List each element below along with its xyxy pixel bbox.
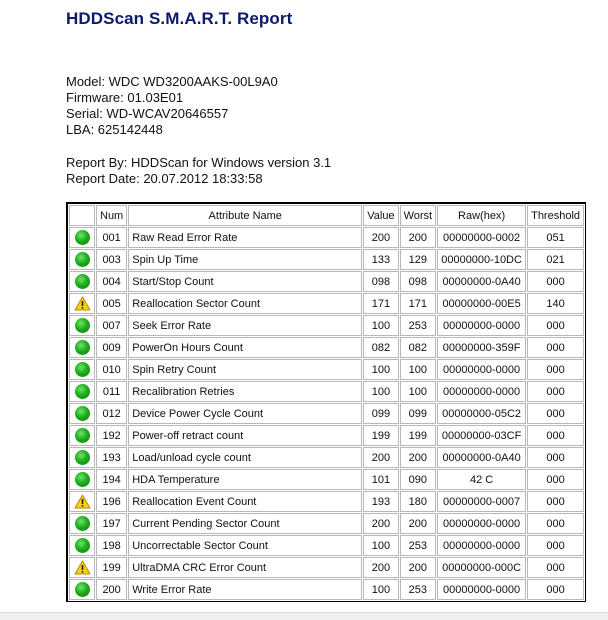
drive-firmware: Firmware: 01.03E01	[66, 90, 184, 105]
attr-threshold: 140	[527, 293, 584, 314]
attr-threshold: 000	[527, 513, 584, 534]
table-row	[69, 359, 584, 380]
attr-value: 193	[363, 491, 398, 512]
attr-worst: 199	[400, 425, 437, 446]
attr-raw: 00000000-0A40	[437, 447, 526, 468]
table-row	[69, 579, 584, 600]
status-cell	[69, 491, 95, 512]
attr-value: 099	[363, 403, 398, 424]
attr-threshold: 021	[527, 249, 584, 270]
status-cell	[69, 249, 95, 270]
attr-raw: 00000000-03CF	[437, 425, 526, 446]
attr-value: 133	[363, 249, 398, 270]
attr-value: 082	[363, 337, 398, 358]
attr-raw: 00000000-0000	[437, 359, 526, 380]
table-row	[69, 315, 584, 336]
header-threshold: Threshold	[527, 205, 584, 226]
attr-value: 200	[363, 447, 398, 468]
attr-worst: 129	[400, 249, 437, 270]
attr-num: 193	[96, 447, 127, 468]
attr-worst: 090	[400, 469, 437, 490]
attr-num: 010	[96, 359, 127, 380]
attr-threshold: 051	[527, 227, 584, 248]
attr-worst: 171	[400, 293, 437, 314]
table-row	[69, 557, 584, 578]
table-row	[69, 535, 584, 556]
table-row	[69, 513, 584, 534]
attr-name: Device Power Cycle Count	[128, 403, 362, 424]
attr-name: Power-off retract count	[128, 425, 362, 446]
attr-value: 100	[363, 535, 398, 556]
attr-worst: 200	[400, 227, 437, 248]
status-cell	[69, 535, 95, 556]
attr-num: 009	[96, 337, 127, 358]
attr-num: 003	[96, 249, 127, 270]
status-cell	[69, 557, 95, 578]
status-cell	[69, 337, 95, 358]
green-circle-icon	[75, 340, 90, 355]
attr-name: Raw Read Error Rate	[128, 227, 362, 248]
attr-name: PowerOn Hours Count	[128, 337, 362, 358]
attr-name: UltraDMA CRC Error Count	[128, 557, 362, 578]
status-cell	[69, 579, 95, 600]
drive-model: Model: WDC WD3200AAKS-00L9A0	[66, 74, 278, 89]
attr-num: 007	[96, 315, 127, 336]
attr-name: Write Error Rate	[128, 579, 362, 600]
attr-raw: 00000000-0000	[437, 535, 526, 556]
status-cell	[69, 271, 95, 292]
attr-raw: 00000000-0000	[437, 579, 526, 600]
attr-worst: 099	[400, 403, 437, 424]
attr-num: 197	[96, 513, 127, 534]
attr-threshold: 000	[527, 535, 584, 556]
attr-value: 200	[363, 557, 398, 578]
attr-num: 011	[96, 381, 127, 402]
table-row	[69, 271, 584, 292]
status-cell	[69, 469, 95, 490]
table-row	[69, 227, 584, 248]
table-row	[69, 337, 584, 358]
green-circle-icon	[75, 406, 90, 421]
warning-triangle-icon	[74, 560, 91, 575]
attr-value: 100	[363, 579, 398, 600]
status-cell	[69, 315, 95, 336]
attr-num: 200	[96, 579, 127, 600]
table-body	[69, 227, 584, 600]
attr-raw: 42 C	[437, 469, 526, 490]
attr-raw: 00000000-000C	[437, 557, 526, 578]
attr-value: 100	[363, 381, 398, 402]
status-cell	[69, 425, 95, 446]
attr-threshold: 000	[527, 579, 584, 600]
report-title: HDDScan S.M.A.R.T. Report	[66, 9, 293, 28]
attr-name: Uncorrectable Sector Count	[128, 535, 362, 556]
attr-raw: 00000000-0007	[437, 491, 526, 512]
header-value: Value	[363, 205, 398, 226]
attr-value: 200	[363, 513, 398, 534]
attr-value: 100	[363, 359, 398, 380]
header-worst: Worst	[400, 205, 437, 226]
attr-name: HDA Temperature	[128, 469, 362, 490]
green-circle-icon	[75, 472, 90, 487]
warning-triangle-icon	[74, 494, 91, 509]
attr-worst: 200	[400, 513, 437, 534]
attr-raw: 00000000-0000	[437, 381, 526, 402]
drive-lba: LBA: 625142448	[66, 122, 163, 137]
drive-info	[66, 74, 278, 138]
attr-worst: 180	[400, 491, 437, 512]
table-row	[69, 469, 584, 490]
green-circle-icon	[75, 582, 90, 597]
attr-threshold: 000	[527, 315, 584, 336]
table-row	[69, 293, 584, 314]
green-circle-icon	[75, 318, 90, 333]
green-circle-icon	[75, 362, 90, 377]
attr-raw: 00000000-05C2	[437, 403, 526, 424]
green-circle-icon	[75, 274, 90, 289]
attr-threshold: 000	[527, 491, 584, 512]
attr-value: 199	[363, 425, 398, 446]
attr-threshold: 000	[527, 425, 584, 446]
attr-worst: 253	[400, 579, 437, 600]
report-meta	[66, 155, 331, 187]
attr-name: Current Pending Sector Count	[128, 513, 362, 534]
table-header-row	[69, 205, 584, 226]
attr-raw: 00000000-0000	[437, 513, 526, 534]
green-circle-icon	[75, 384, 90, 399]
attr-threshold: 000	[527, 403, 584, 424]
attr-raw: 00000000-0A40	[437, 271, 526, 292]
attr-name: Recalibration Retries	[128, 381, 362, 402]
attr-value: 098	[363, 271, 398, 292]
attr-num: 004	[96, 271, 127, 292]
status-cell	[69, 447, 95, 468]
status-cell	[69, 403, 95, 424]
table-row	[69, 447, 584, 468]
green-circle-icon	[75, 428, 90, 443]
attr-threshold: 000	[527, 381, 584, 402]
attr-num: 199	[96, 557, 127, 578]
attr-worst: 253	[400, 315, 437, 336]
attr-raw: 00000000-00E5	[437, 293, 526, 314]
attr-threshold: 000	[527, 337, 584, 358]
attr-num: 196	[96, 491, 127, 512]
header-status	[69, 205, 95, 226]
green-circle-icon	[75, 538, 90, 553]
attr-raw: 00000000-10DC	[437, 249, 526, 270]
attr-worst: 098	[400, 271, 437, 292]
status-cell	[69, 227, 95, 248]
attr-value: 100	[363, 315, 398, 336]
table-row	[69, 403, 584, 424]
table-row	[69, 249, 584, 270]
attr-raw: 00000000-0002	[437, 227, 526, 248]
table-row	[69, 381, 584, 402]
green-circle-icon	[75, 230, 90, 245]
attr-num: 194	[96, 469, 127, 490]
attr-threshold: 000	[527, 469, 584, 490]
header-num: Num	[96, 205, 127, 226]
attr-name: Load/unload cycle count	[128, 447, 362, 468]
attr-name: Start/Stop Count	[128, 271, 362, 292]
attr-name: Seek Error Rate	[128, 315, 362, 336]
report-by: Report By: HDDScan for Windows version 3.1	[66, 155, 332, 170]
status-cell	[69, 513, 95, 534]
attr-value: 200	[363, 227, 398, 248]
attr-worst: 100	[400, 381, 437, 402]
attr-num: 001	[96, 227, 127, 248]
attr-num: 192	[96, 425, 127, 446]
attr-value: 171	[363, 293, 398, 314]
attr-threshold: 000	[527, 271, 584, 292]
report-date: Report Date: 20.07.2012 18:33:58	[66, 171, 263, 186]
attr-num: 198	[96, 535, 127, 556]
attr-threshold: 000	[527, 557, 584, 578]
attr-name: Spin Retry Count	[128, 359, 362, 380]
green-circle-icon	[75, 450, 90, 465]
table-row	[69, 491, 584, 512]
attr-value: 101	[363, 469, 398, 490]
attr-name: Reallocation Sector Count	[128, 293, 362, 314]
header-raw: Raw(hex)	[437, 205, 526, 226]
status-cell	[69, 381, 95, 402]
status-cell	[69, 293, 95, 314]
attr-num: 005	[96, 293, 127, 314]
attr-worst: 082	[400, 337, 437, 358]
drive-serial: Serial: WD-WCAV20646557	[66, 106, 229, 121]
smart-table	[66, 202, 586, 602]
attr-name: Reallocation Event Count	[128, 491, 362, 512]
table-row	[69, 425, 584, 446]
attr-name: Spin Up Time	[128, 249, 362, 270]
attr-worst: 200	[400, 557, 437, 578]
attr-raw: 00000000-0000	[437, 315, 526, 336]
warning-triangle-icon	[74, 296, 91, 311]
attr-raw: 00000000-359F	[437, 337, 526, 358]
green-circle-icon	[75, 252, 90, 267]
attr-threshold: 000	[527, 447, 584, 468]
header-attribute-name: Attribute Name	[128, 205, 362, 226]
attr-worst: 100	[400, 359, 437, 380]
attr-num: 012	[96, 403, 127, 424]
green-circle-icon	[75, 516, 90, 531]
attr-worst: 253	[400, 535, 437, 556]
attr-threshold: 000	[527, 359, 584, 380]
attr-worst: 200	[400, 447, 437, 468]
status-cell	[69, 359, 95, 380]
